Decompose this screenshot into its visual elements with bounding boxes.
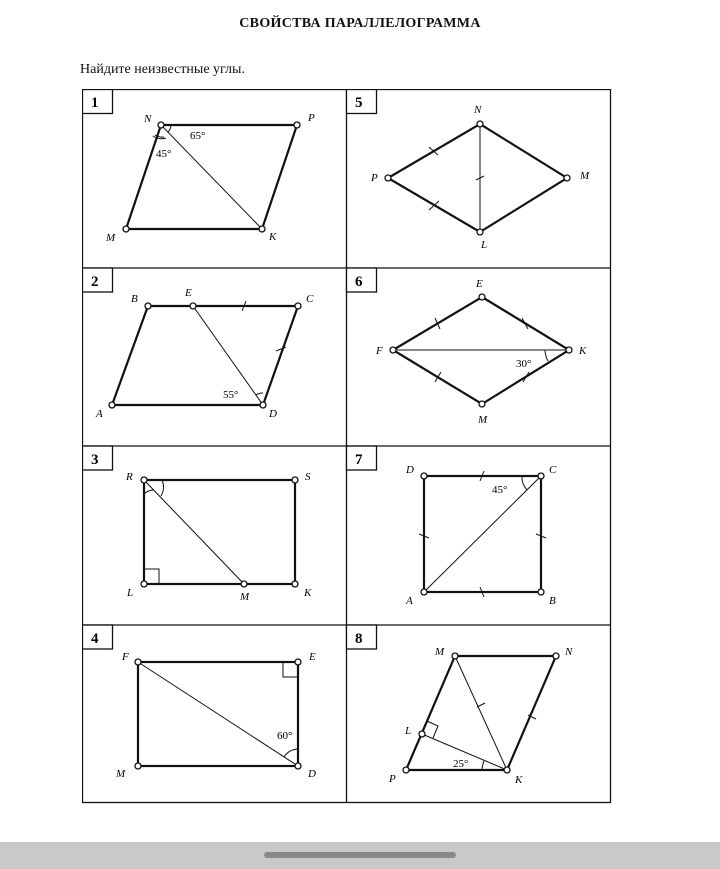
vertex-label: D: [269, 408, 277, 420]
vertex-label: E: [309, 651, 316, 663]
home-indicator-handle[interactable]: [264, 852, 456, 858]
problem-number: 8: [355, 631, 363, 647]
problem-number-box: [83, 268, 113, 292]
vertex-label: L: [405, 725, 412, 737]
tick-marks: [242, 301, 286, 351]
diagonal-mk: [455, 656, 507, 770]
vertex-label: P: [371, 172, 378, 184]
angle-label: 65°: [190, 130, 206, 142]
vertex-label: B: [549, 595, 556, 607]
problem-1: [83, 90, 316, 245]
problem-number-box: [83, 446, 113, 470]
problem-number-box: [83, 90, 113, 114]
parallelogram-abcd: [112, 306, 298, 405]
vertex-points: [141, 477, 298, 587]
angle-label: 25°: [453, 758, 469, 770]
problem-3: [83, 446, 313, 603]
problem-number-box: [347, 446, 377, 470]
vertex-label: R: [126, 471, 133, 483]
problem-number: 1: [91, 95, 99, 111]
vertex-label: F: [122, 651, 129, 663]
vertex-label: S: [305, 471, 311, 483]
page-title: СВОЙСТВА ПАРАЛЛЕЛОГРАММА: [239, 16, 481, 31]
vertex-label: L: [127, 587, 134, 599]
vertex-label: M: [116, 768, 126, 780]
instruction-text: Найдите неизвестные углы.: [80, 62, 245, 77]
vertex-label: P: [308, 112, 315, 124]
vertex-label: M: [106, 232, 116, 244]
problems-grid: [82, 89, 612, 805]
problem-number: 3: [91, 452, 99, 468]
vertex-label: K: [269, 231, 277, 243]
problem-number: 4: [91, 631, 99, 647]
vertex-label: N: [474, 104, 482, 116]
rectangle-rskl: [144, 480, 295, 584]
vertex-label: C: [549, 464, 557, 476]
vertex-label: K: [579, 345, 587, 357]
vertex-label: C: [306, 293, 314, 305]
vertex-label: M: [435, 646, 445, 658]
vertex-label: D: [406, 464, 414, 476]
angle-label: 45°: [492, 484, 508, 496]
vertex-label: P: [389, 773, 396, 785]
segment-rm: [144, 480, 244, 584]
problem-2: [83, 268, 315, 420]
vertex-label: F: [376, 345, 383, 357]
tick-marks: [429, 147, 484, 210]
vertex-label: D: [308, 768, 316, 780]
diagonal-nk: [161, 125, 262, 229]
vertex-label: M: [240, 591, 250, 603]
vertex-label: E: [476, 278, 483, 290]
problem-number-box: [347, 90, 377, 114]
vertex-label: N: [565, 646, 573, 658]
vertex-label: A: [406, 595, 413, 607]
problem-number-box: [347, 268, 377, 292]
vertex-label: K: [304, 587, 312, 599]
problem-5: [347, 90, 591, 252]
problem-number: 7: [355, 452, 363, 468]
angle-label: 60°: [277, 730, 293, 742]
angle-label: 55°: [223, 389, 239, 401]
problem-6: [347, 268, 588, 426]
vertex-points: [385, 121, 570, 235]
problem-number-box: [83, 625, 113, 649]
problem-4: [83, 625, 317, 780]
problem-number: 2: [91, 274, 99, 290]
problem-number: 5: [355, 95, 363, 111]
rhombus-pnml: [388, 124, 567, 232]
vertex-label: M: [478, 414, 488, 426]
diagonal-fd: [138, 662, 298, 766]
right-angle-mark: [427, 721, 438, 738]
problem-8: [347, 625, 574, 786]
vertex-label: A: [96, 408, 103, 420]
vertex-label: E: [185, 287, 192, 299]
vertex-label: K: [515, 774, 523, 786]
angle-label: 45°: [156, 148, 172, 160]
problem-number-box: [347, 625, 377, 649]
vertex-points: [109, 303, 301, 408]
vertex-label: M: [580, 170, 590, 182]
vertex-label: B: [131, 293, 138, 305]
tick-marks: [477, 703, 536, 719]
vertex-label: N: [144, 113, 152, 125]
vertex-label: L: [481, 239, 488, 251]
diagonal-ac: [424, 476, 541, 592]
problem-number: 6: [355, 274, 363, 290]
problem-7: [347, 446, 558, 607]
angle-label: 30°: [516, 358, 532, 370]
